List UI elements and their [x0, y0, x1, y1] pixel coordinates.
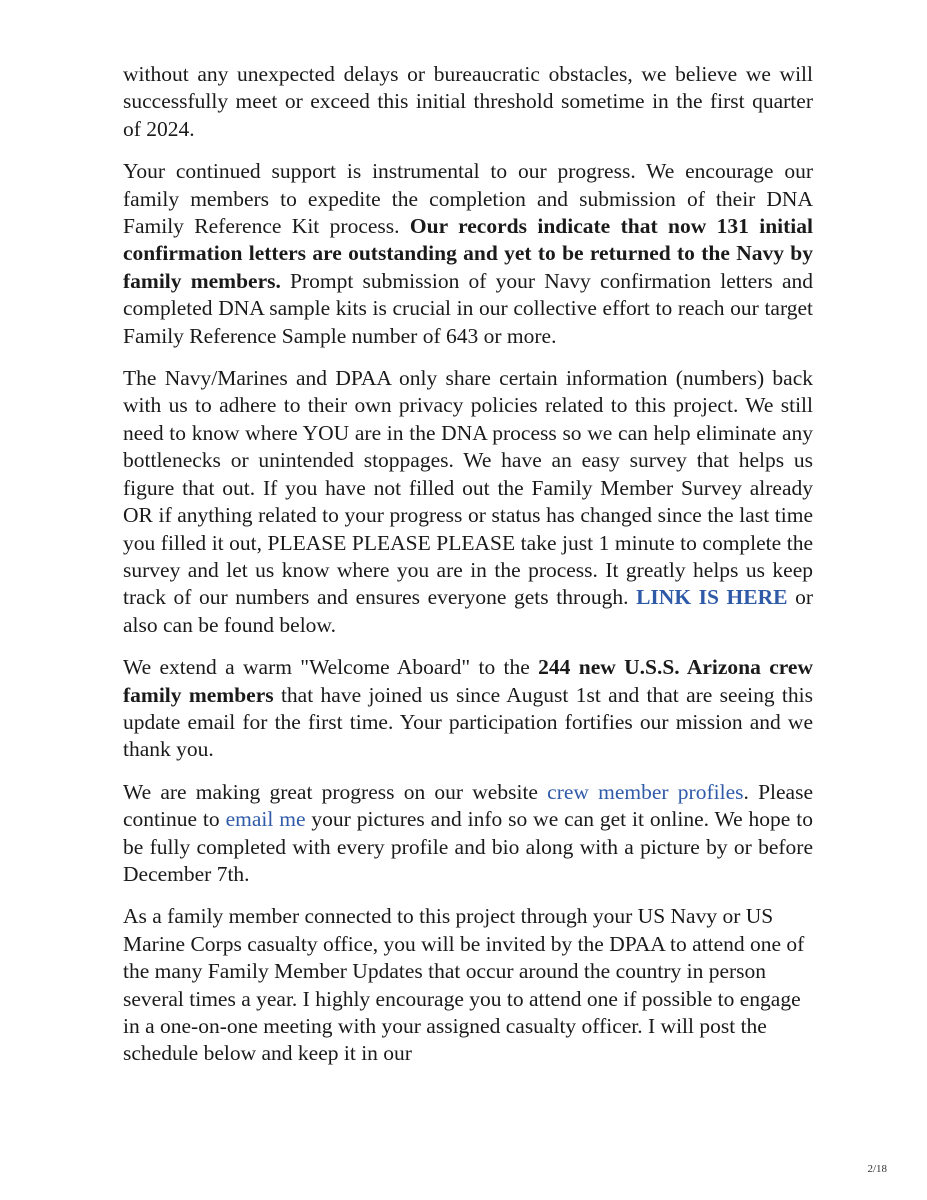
paragraph-welcome — [123, 654, 813, 764]
paragraph-text: The Navy/Marines and DPAA only share certain information (numbers) back with us to adhere to their own privacy policies related to this project. We still need to know where YOU are in the DNA process so we can help eliminate any bottlenecks or unintended stoppages. We have an easy survey that helps us figure that out. If you have not filled out the Family Member Survey already OR if anything related to your progress or status has changed since the last time you filled it out, PLEASE PLEASE PLEASE take just 1 minute to complete the survey and let us know where you are in the process. It greatly helps us keep track of our numbers and ensures everyone gets through. — [123, 366, 813, 610]
paragraph-threshold — [123, 61, 813, 143]
paragraph-text: that have joined us since August 1st and that are seeing this update email for the first time. Your participation fortifies our mission and we thank you. — [123, 682, 813, 762]
paragraph-text: We extend a warm "Welcome Aboard" to the — [123, 655, 539, 680]
paragraph-text: Prompt submission of your Navy confirmation letters and completed DNA sample kits is crucial in our collective effort to reach our target Family Reference Sample number of 643 or more. — [123, 268, 813, 348]
outstanding-letters-notice: Our records indicate that now 131 initial confirmation letters are outstanding and yet to be returned to the Navy by family members. — [123, 214, 813, 293]
paragraph-family-updates — [123, 903, 813, 1067]
survey-link[interactable]: LINK IS HERE — [636, 585, 788, 610]
page-number: 2/18 — [867, 1163, 887, 1175]
paragraph-text: without any unexpected delays or bureaucratic obstacles, we believe we will successfully meet or exceed this initial threshold sometime in the first quarter of 2024. — [123, 62, 813, 141]
paragraph-profiles — [123, 779, 813, 889]
paragraph-text: your pictures and info so we can get it online. We hope to be fully completed with every profile and bio along with a picture by or before December 7th. — [123, 807, 813, 886]
paragraph-text: or also can be found below. — [123, 585, 813, 637]
paragraph-survey — [123, 365, 813, 639]
crew-profiles-link[interactable]: crew member profiles — [547, 779, 744, 804]
email-link[interactable]: email me — [225, 807, 306, 832]
new-members-count: 244 new U.S.S. Arizona crew family members — [123, 655, 813, 707]
paragraph-text: . Please continue to — [123, 779, 813, 832]
paragraph-text: As a family member connected to this project through your US Navy or US Marine Corps casualty office, you will be invited by the DPAA to attend one of the many Family Member Updates that occur around the country in person several times a year. I highly encourage you to attend one if possible to engage in a one-on-one meeting with your assigned casualty officer. I will post the schedule below and keep it in our — [123, 904, 805, 1066]
paragraph-text: We are making great progress on our website — [123, 779, 548, 804]
paragraph-text: Your continued support is instrumental to our progress. We encourage our family members to expedite the completion and submission of their DNA Family Reference Kit process. — [123, 159, 813, 239]
document-body — [123, 61, 813, 1083]
paragraph-support — [123, 158, 813, 350]
